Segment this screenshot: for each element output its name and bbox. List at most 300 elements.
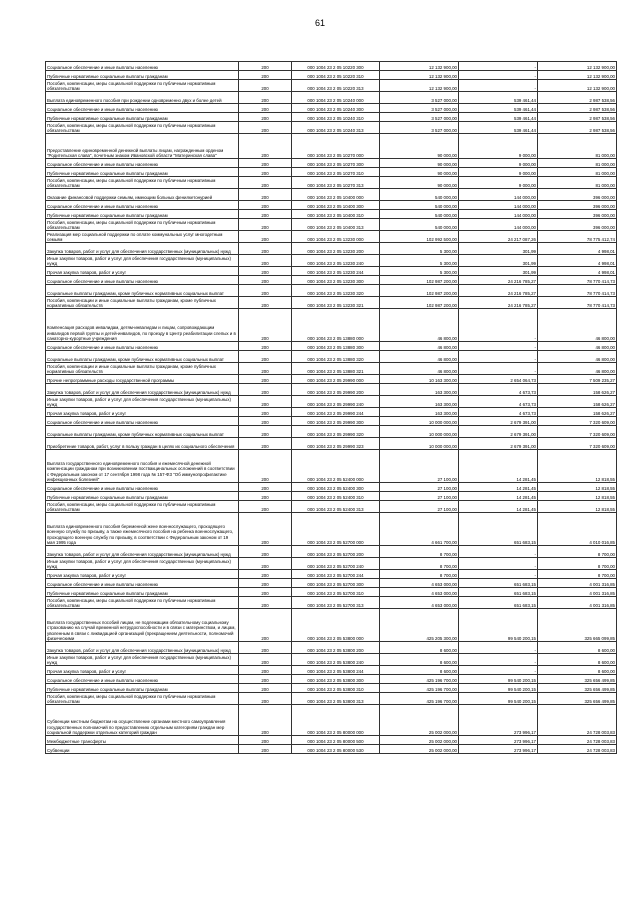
- row-approved-cell: 25 002 000,00: [380, 745, 459, 754]
- row-executed-cell: -: [459, 666, 538, 675]
- row-name-cell: Публичные нормативные социальные выплаты гражданам: [46, 210, 239, 219]
- row-remaining-cell: 2 987 538,56: [538, 122, 617, 134]
- row-approved-cell: 163 300,00: [380, 384, 459, 396]
- row-executed-cell: 539 461,44: [459, 122, 538, 134]
- row-code-cell: 200: [239, 104, 292, 113]
- table-row: [46, 159, 617, 168]
- row-code-cell: 200: [239, 351, 292, 363]
- row-executed-cell: 14 281,45: [459, 450, 538, 483]
- row-code-cell: 200: [239, 189, 292, 201]
- row-approved-cell: 102 987 200,00: [380, 276, 459, 285]
- row-name-cell: Прочая закупка товаров, работ и услуг: [46, 666, 239, 675]
- row-name-cell: Публичные нормативные социальные выплаты гражданам: [46, 113, 239, 122]
- row-classification-cell: 000 1004 23 2 05 10220 310: [292, 71, 380, 80]
- row-classification-cell: 000 1004 23 2 05 13230 321: [292, 297, 380, 309]
- row-name-cell: Социальное обеспечение и иные выплаты населению: [46, 675, 239, 684]
- row-executed-cell: 9 000,00: [459, 168, 538, 177]
- row-remaining-cell: 158 626,27: [538, 384, 617, 396]
- row-name-cell: Пособия, компенсации и иные социальные выплаты гражданам, кроме публичных нормативных обязательств: [46, 297, 239, 309]
- row-classification-cell: 000 1004 23 2 05 13880 320: [292, 351, 380, 363]
- row-code-cell: 200: [239, 342, 292, 351]
- row-classification-cell: 000 1004 23 2 05 53800 313: [292, 693, 380, 705]
- row-name-cell: Закупка товаров, работ и услуг для обеспечения государственных (муниципальных) нужд: [46, 243, 239, 255]
- table-row: [46, 255, 617, 267]
- row-remaining-cell: 12 132 900,00: [538, 62, 617, 71]
- row-approved-cell: 10 000 000,00: [380, 426, 459, 438]
- row-classification-cell: 000 1004 23 2 05 10270 310: [292, 168, 380, 177]
- table-row: [46, 134, 617, 159]
- row-approved-cell: 425 205 300,00: [380, 609, 459, 642]
- row-executed-cell: 99 540 200,15: [459, 675, 538, 684]
- row-code-cell: 200: [239, 113, 292, 122]
- row-classification-cell: 000 1004 23 2 05 52700 300: [292, 579, 380, 588]
- table-row: [46, 285, 617, 297]
- row-approved-cell: 163 300,00: [380, 408, 459, 417]
- row-classification-cell: 000 1004 23 2 05 29990 300: [292, 417, 380, 426]
- table-row: [46, 80, 617, 92]
- row-name-cell: Прочие непрограммные расходы государственной программы: [46, 375, 239, 384]
- row-executed-cell: 99 540 200,15: [459, 693, 538, 705]
- row-name-cell: Закупка товаров, работ и услуг для обеспечения государственных (муниципальных) нужд: [46, 546, 239, 558]
- row-name-cell: Выплата единовременного пособия беременной жене военнослужащего, проходящего военную службу по призыву, а также ежемесячного пособия на ребенка военнослужащего, проходящего военную службу по призыву, в соответствии с Федеральным законом от 19 мая 1995 года: [46, 513, 239, 546]
- row-classification-cell: 000 1004 23 2 05 10400 310: [292, 210, 380, 219]
- row-remaining-cell: 12 818,55: [538, 492, 617, 501]
- row-name-cell: Пособия, компенсации, меры социальной поддержки по публичным нормативным обязательствам: [46, 501, 239, 513]
- row-classification-cell: 000 1004 23 2 05 10240 000: [292, 92, 380, 104]
- row-classification-cell: 000 1004 23 2 05 53800 200: [292, 642, 380, 654]
- row-executed-cell: 9 000,00: [459, 134, 538, 159]
- row-classification-cell: 000 1004 23 2 05 29990 323: [292, 438, 380, 450]
- row-executed-cell: 24 216 785,27: [459, 297, 538, 309]
- row-approved-cell: 25 002 000,00: [380, 705, 459, 736]
- row-name-cell: Публичные нормативные социальные выплаты гражданам: [46, 684, 239, 693]
- row-executed-cell: 9 000,00: [459, 159, 538, 168]
- row-approved-cell: 90 000,00: [380, 159, 459, 168]
- table-row: [46, 243, 617, 255]
- row-code-cell: 200: [239, 570, 292, 579]
- row-code-cell: 200: [239, 501, 292, 513]
- row-executed-cell: 2 654 064,73: [459, 375, 538, 384]
- row-executed-cell: 14 281,45: [459, 501, 538, 513]
- table-row: [46, 693, 617, 705]
- row-remaining-cell: 396 000,00: [538, 201, 617, 210]
- row-approved-cell: 46 800,00: [380, 342, 459, 351]
- row-executed-cell: 651 683,15: [459, 513, 538, 546]
- table-row: [46, 104, 617, 113]
- row-remaining-cell: 24 728 003,83: [538, 705, 617, 736]
- row-classification-cell: 000 1004 23 2 05 53800 240: [292, 654, 380, 666]
- table-row: [46, 579, 617, 588]
- table-row: [46, 309, 617, 342]
- table-row: [46, 558, 617, 570]
- row-remaining-cell: 8 600,00: [538, 642, 617, 654]
- row-name-cell: Выплата государственного единовременного пособия и ежемесячной денежной компенсации гражданам при возникновении поствакцинальных осложнений в соответствии с Федеральным законом от 17 сентября 1998 года № 157-ФЗ "Об иммунопрофилактике инфекционных болезней": [46, 450, 239, 483]
- row-approved-cell: 12 132 900,00: [380, 71, 459, 80]
- row-name-cell: Социальные выплаты гражданам, кроме публичных нормативных социальных выплат: [46, 351, 239, 363]
- page-number: 61: [314, 18, 325, 28]
- row-executed-cell: 301,99: [459, 267, 538, 276]
- row-remaining-cell: 12 132 900,00: [538, 80, 617, 92]
- row-code-cell: 200: [239, 438, 292, 450]
- row-remaining-cell: 24 728 003,83: [538, 745, 617, 754]
- row-approved-cell: 10 000 000,00: [380, 438, 459, 450]
- row-executed-cell: 9 000,00: [459, 177, 538, 189]
- row-code-cell: 200: [239, 375, 292, 384]
- row-name-cell: Закупка товаров, работ и услуг для обеспечения государственных (муниципальных) нужд: [46, 384, 239, 396]
- row-remaining-cell: 2 987 538,56: [538, 104, 617, 113]
- row-executed-cell: 539 461,44: [459, 104, 538, 113]
- row-code-cell: 200: [239, 92, 292, 104]
- row-remaining-cell: 81 000,00: [538, 177, 617, 189]
- table-row: [46, 654, 617, 666]
- row-approved-cell: 425 196 700,00: [380, 675, 459, 684]
- row-executed-cell: -: [459, 80, 538, 92]
- table-row: [46, 675, 617, 684]
- table-row: [46, 417, 617, 426]
- row-approved-cell: 4 653 000,00: [380, 597, 459, 609]
- row-approved-cell: 3 527 000,00: [380, 92, 459, 104]
- table-row: [46, 92, 617, 104]
- row-approved-cell: 102 987 200,00: [380, 285, 459, 297]
- table-body: [46, 62, 617, 754]
- table-row: [46, 513, 617, 546]
- row-classification-cell: 000 1004 23 2 05 10270 313: [292, 177, 380, 189]
- row-name-cell: Закупка товаров, работ и услуг для обеспечения государственных (муниципальных) нужд: [46, 642, 239, 654]
- row-code-cell: 200: [239, 309, 292, 342]
- table-row: [46, 219, 617, 231]
- row-remaining-cell: 7 320 609,00: [538, 438, 617, 450]
- row-remaining-cell: 81 000,00: [538, 168, 617, 177]
- table-row: [46, 492, 617, 501]
- row-executed-cell: 24 216 785,27: [459, 285, 538, 297]
- row-code-cell: 200: [239, 231, 292, 243]
- row-executed-cell: 539 461,44: [459, 113, 538, 122]
- row-approved-cell: 12 132 900,00: [380, 62, 459, 71]
- row-remaining-cell: 396 000,00: [538, 210, 617, 219]
- row-approved-cell: 425 196 700,00: [380, 693, 459, 705]
- row-executed-cell: 24 217 087,26: [459, 231, 538, 243]
- row-remaining-cell: 4 001 316,85: [538, 588, 617, 597]
- row-remaining-cell: 2 987 538,56: [538, 113, 617, 122]
- row-approved-cell: 90 000,00: [380, 177, 459, 189]
- row-classification-cell: 000 1004 23 2 05 13230 320: [292, 285, 380, 297]
- table-row: [46, 231, 617, 243]
- row-classification-cell: 000 1004 23 2 05 52400 300: [292, 483, 380, 492]
- table-row: [46, 384, 617, 396]
- row-approved-cell: 8 700,00: [380, 546, 459, 558]
- row-approved-cell: 27 100,00: [380, 450, 459, 483]
- row-classification-cell: 000 1004 23 2 05 80000 500: [292, 736, 380, 745]
- row-code-cell: 200: [239, 243, 292, 255]
- row-name-cell: Социальное обеспечение и иные выплаты населению: [46, 579, 239, 588]
- row-classification-cell: 000 1004 23 2 05 80000 000: [292, 705, 380, 736]
- row-executed-cell: 651 683,15: [459, 597, 538, 609]
- row-name-cell: Социальное обеспечение и иные выплаты населению: [46, 342, 239, 351]
- row-remaining-cell: 81 000,00: [538, 159, 617, 168]
- row-name-cell: Межбюджетные трансферты: [46, 736, 239, 745]
- row-remaining-cell: 12 818,55: [538, 483, 617, 492]
- row-name-cell: Компенсация расходов инвалидам, детям-инвалидам и лицам, сопровождающим инвалидов первой группы и детей-инвалидов, по проезду в Центр реабилитации слепых и в санаторно-курортные учреждения: [46, 309, 239, 342]
- row-name-cell: Субвенции местным бюджетам на осуществление органами местного самоуправления государственных полномочий по предоставлению отдельным категориям граждан мер социальной поддержки отдельных категорий граждан: [46, 705, 239, 736]
- row-executed-cell: 2 679 391,00: [459, 426, 538, 438]
- row-executed-cell: 539 461,44: [459, 92, 538, 104]
- row-name-cell: Иные закупки товаров, работ и услуг для обеспечения государственных (муниципальных) нужд: [46, 255, 239, 267]
- row-executed-cell: 14 281,45: [459, 483, 538, 492]
- row-remaining-cell: 158 626,27: [538, 396, 617, 408]
- row-code-cell: 200: [239, 684, 292, 693]
- row-executed-cell: 2 679 391,00: [459, 438, 538, 450]
- row-code-cell: 200: [239, 513, 292, 546]
- row-approved-cell: 46 800,00: [380, 363, 459, 375]
- row-executed-cell: 144 000,00: [459, 210, 538, 219]
- row-classification-cell: 000 1004 23 2 05 52400 310: [292, 492, 380, 501]
- row-remaining-cell: 12 818,55: [538, 501, 617, 513]
- row-code-cell: 200: [239, 276, 292, 285]
- row-remaining-cell: 46 800,00: [538, 342, 617, 351]
- row-executed-cell: -: [459, 642, 538, 654]
- table-row: [46, 408, 617, 417]
- row-name-cell: Выплата единовременного пособия при рождении одновременно двух и более детей: [46, 92, 239, 104]
- table-row: [46, 342, 617, 351]
- row-classification-cell: 000 1004 23 2 05 53800 310: [292, 684, 380, 693]
- row-remaining-cell: 325 656 499,85: [538, 693, 617, 705]
- row-executed-cell: 273 996,17: [459, 705, 538, 736]
- row-remaining-cell: 4 998,01: [538, 255, 617, 267]
- row-name-cell: Публичные нормативные социальные выплаты гражданам: [46, 168, 239, 177]
- row-code-cell: 200: [239, 384, 292, 396]
- row-classification-cell: 000 1004 23 2 05 10240 313: [292, 122, 380, 134]
- row-code-cell: 200: [239, 546, 292, 558]
- row-remaining-cell: 78 770 414,73: [538, 297, 617, 309]
- row-executed-cell: 651 683,15: [459, 588, 538, 597]
- row-classification-cell: 000 1004 23 2 05 29990 200: [292, 384, 380, 396]
- row-name-cell: Иные закупки товаров, работ и услуг для обеспечения государственных (муниципальных) нужд: [46, 654, 239, 666]
- row-name-cell: Прочая закупка товаров, работ и услуг: [46, 570, 239, 579]
- row-code-cell: 200: [239, 450, 292, 483]
- table-row: [46, 736, 617, 745]
- row-remaining-cell: 2 987 538,56: [538, 92, 617, 104]
- row-remaining-cell: 4 001 316,85: [538, 597, 617, 609]
- row-name-cell: Пособия, компенсации, меры социальной поддержки по публичным нормативным обязательствам: [46, 597, 239, 609]
- row-classification-cell: 000 1004 23 2 05 52700 200: [292, 546, 380, 558]
- row-code-cell: 200: [239, 255, 292, 267]
- row-executed-cell: -: [459, 558, 538, 570]
- row-code-cell: 200: [239, 417, 292, 426]
- row-remaining-cell: 4 010 016,85: [538, 513, 617, 546]
- row-name-cell: Пособия, компенсации, меры социальной поддержки по публичным нормативным обязательствам: [46, 693, 239, 705]
- row-classification-cell: 000 1004 23 2 05 13880 300: [292, 342, 380, 351]
- row-remaining-cell: 8 600,00: [538, 666, 617, 675]
- row-classification-cell: 000 1004 23 2 05 53800 000: [292, 609, 380, 642]
- row-name-cell: Предоставление единовременной денежной выплаты лицам, награжденным орденом "Родительская слава", почетным знаком Ивановской области "Материнская слава": [46, 134, 239, 159]
- row-name-cell: Реализация мер социальной поддержки по оплате коммунальных услуг многодетным семьям: [46, 231, 239, 243]
- row-executed-cell: 144 000,00: [459, 189, 538, 201]
- row-executed-cell: 99 540 200,15: [459, 684, 538, 693]
- row-executed-cell: 24 216 785,27: [459, 276, 538, 285]
- row-remaining-cell: 4 001 316,85: [538, 579, 617, 588]
- row-classification-cell: 000 1004 23 2 05 80000 530: [292, 745, 380, 754]
- row-approved-cell: 5 300,00: [380, 255, 459, 267]
- table-row: [46, 642, 617, 654]
- row-approved-cell: 163 300,00: [380, 396, 459, 408]
- row-classification-cell: 000 1004 23 2 05 10400 300: [292, 201, 380, 210]
- table-row: [46, 122, 617, 134]
- row-approved-cell: 3 527 000,00: [380, 122, 459, 134]
- row-classification-cell: 000 1004 23 2 05 10400 000: [292, 189, 380, 201]
- row-name-cell: Иные закупки товаров, работ и услуг для обеспечения государственных (муниципальных) нужд: [46, 558, 239, 570]
- row-classification-cell: 000 1004 23 2 05 10240 310: [292, 113, 380, 122]
- row-code-cell: 200: [239, 363, 292, 375]
- row-remaining-cell: 78 775 412,74: [538, 231, 617, 243]
- row-executed-cell: 14 281,45: [459, 492, 538, 501]
- row-remaining-cell: 325 665 099,85: [538, 609, 617, 642]
- row-classification-cell: 000 1004 23 2 05 29990 320: [292, 426, 380, 438]
- row-classification-cell: 000 1004 23 2 05 52700 000: [292, 513, 380, 546]
- row-executed-cell: 273 996,17: [459, 736, 538, 745]
- row-remaining-cell: 78 770 414,73: [538, 276, 617, 285]
- row-classification-cell: 000 1004 23 2 05 13230 200: [292, 243, 380, 255]
- table-row: [46, 396, 617, 408]
- row-name-cell: Публичные нормативные социальные выплаты гражданам: [46, 492, 239, 501]
- table-row: [46, 297, 617, 309]
- row-remaining-cell: 325 656 499,85: [538, 684, 617, 693]
- row-code-cell: 200: [239, 609, 292, 642]
- row-name-cell: Выплата государственных пособий лицам, не подлежащим обязательному социальному страхованию на случай временной нетрудоспособности и в связи с материнством, и лицам, уволенным в связи с ликвидацией организаций (прекращением деятельности, полномочий физическими: [46, 609, 239, 642]
- row-code-cell: 200: [239, 396, 292, 408]
- row-classification-cell: 000 1004 23 2 05 13230 244: [292, 267, 380, 276]
- row-executed-cell: -: [459, 654, 538, 666]
- row-approved-cell: 4 653 000,00: [380, 579, 459, 588]
- row-approved-cell: 46 800,00: [380, 309, 459, 342]
- table-row: [46, 177, 617, 189]
- row-approved-cell: 10 000 000,00: [380, 417, 459, 426]
- row-executed-cell: -: [459, 546, 538, 558]
- table-row: [46, 267, 617, 276]
- row-remaining-cell: 396 000,00: [538, 219, 617, 231]
- row-remaining-cell: 7 320 609,00: [538, 426, 617, 438]
- row-code-cell: 200: [239, 483, 292, 492]
- row-code-cell: 200: [239, 177, 292, 189]
- row-name-cell: Пособия, компенсации, меры социальной поддержки по публичным нормативным обязательствам: [46, 219, 239, 231]
- row-approved-cell: 8 700,00: [380, 570, 459, 579]
- row-classification-cell: 000 1004 23 2 05 10220 300: [292, 62, 380, 71]
- row-approved-cell: 12 132 900,00: [380, 80, 459, 92]
- row-name-cell: Социальное обеспечение и иные выплаты населению: [46, 159, 239, 168]
- row-code-cell: 200: [239, 597, 292, 609]
- row-remaining-cell: 7 509 235,27: [538, 375, 617, 384]
- row-classification-cell: 000 1004 23 2 05 52400 000: [292, 450, 380, 483]
- row-classification-cell: 000 1004 23 2 05 29990 000: [292, 375, 380, 384]
- row-executed-cell: 651 683,15: [459, 579, 538, 588]
- row-executed-cell: 4 673,73: [459, 384, 538, 396]
- table-row: [46, 351, 617, 363]
- row-classification-cell: 000 1004 23 2 05 29990 244: [292, 408, 380, 417]
- row-classification-cell: 000 1004 23 2 05 10240 300: [292, 104, 380, 113]
- row-name-cell: Публичные нормативные социальные выплаты гражданам: [46, 588, 239, 597]
- row-code-cell: 200: [239, 642, 292, 654]
- row-executed-cell: 4 673,73: [459, 396, 538, 408]
- row-approved-cell: 8 600,00: [380, 642, 459, 654]
- row-executed-cell: -: [459, 71, 538, 80]
- row-remaining-cell: 4 998,01: [538, 243, 617, 255]
- row-code-cell: 200: [239, 745, 292, 754]
- row-approved-cell: 27 100,00: [380, 492, 459, 501]
- row-code-cell: 200: [239, 122, 292, 134]
- row-approved-cell: 4 661 700,00: [380, 513, 459, 546]
- row-code-cell: 200: [239, 558, 292, 570]
- row-name-cell: Приобретение товаров, работ, услуг в пользу граждан в целях их социального обеспечения: [46, 438, 239, 450]
- row-remaining-cell: 8 600,00: [538, 654, 617, 666]
- row-remaining-cell: 46 800,00: [538, 351, 617, 363]
- row-remaining-cell: 46 800,00: [538, 309, 617, 342]
- row-code-cell: 200: [239, 408, 292, 417]
- row-executed-cell: -: [459, 570, 538, 579]
- row-classification-cell: 000 1004 23 2 05 52700 310: [292, 588, 380, 597]
- row-code-cell: 200: [239, 654, 292, 666]
- table-row: [46, 189, 617, 201]
- row-approved-cell: 3 527 000,00: [380, 104, 459, 113]
- row-executed-cell: 301,99: [459, 243, 538, 255]
- row-name-cell: Прочая закупка товаров, работ и услуг: [46, 267, 239, 276]
- row-executed-cell: -: [459, 309, 538, 342]
- row-approved-cell: 8 600,00: [380, 666, 459, 675]
- row-executed-cell: -: [459, 342, 538, 351]
- row-approved-cell: 425 196 700,00: [380, 684, 459, 693]
- row-name-cell: Иные закупки товаров, работ и услуг для обеспечения государственных (муниципальных) нужд: [46, 396, 239, 408]
- table-row: [46, 570, 617, 579]
- row-name-cell: Пособия, компенсации, меры социальной поддержки по публичным нормативным обязательствам: [46, 122, 239, 134]
- row-code-cell: 200: [239, 71, 292, 80]
- row-classification-cell: 000 1004 23 2 05 13230 000: [292, 231, 380, 243]
- table-row: [46, 609, 617, 642]
- row-code-cell: 200: [239, 736, 292, 745]
- row-classification-cell: 000 1004 23 2 05 10220 313: [292, 80, 380, 92]
- table-row: [46, 450, 617, 483]
- row-approved-cell: 27 100,00: [380, 501, 459, 513]
- row-code-cell: 200: [239, 492, 292, 501]
- row-code-cell: 200: [239, 705, 292, 736]
- row-classification-cell: 000 1004 23 2 05 52400 313: [292, 501, 380, 513]
- row-remaining-cell: 78 770 414,73: [538, 285, 617, 297]
- row-code-cell: 200: [239, 210, 292, 219]
- row-classification-cell: 000 1004 23 2 05 52700 240: [292, 558, 380, 570]
- row-remaining-cell: 158 626,27: [538, 408, 617, 417]
- row-remaining-cell: 12 818,55: [538, 450, 617, 483]
- table-row: [46, 426, 617, 438]
- row-approved-cell: 90 000,00: [380, 168, 459, 177]
- row-classification-cell: 000 1004 23 2 05 52700 313: [292, 597, 380, 609]
- table-row: [46, 71, 617, 80]
- row-approved-cell: 46 800,00: [380, 351, 459, 363]
- table-row: [46, 588, 617, 597]
- row-name-cell: Социальное обеспечение и иные выплаты населению: [46, 201, 239, 210]
- row-code-cell: 200: [239, 159, 292, 168]
- table-row: [46, 745, 617, 754]
- row-name-cell: Социальное обеспечение и иные выплаты населению: [46, 104, 239, 113]
- row-remaining-cell: 8 700,00: [538, 546, 617, 558]
- table-row: [46, 113, 617, 122]
- row-code-cell: 200: [239, 693, 292, 705]
- row-executed-cell: 2 679 391,00: [459, 417, 538, 426]
- row-approved-cell: 540 000,00: [380, 189, 459, 201]
- row-name-cell: Социальные выплаты гражданам, кроме публичных нормативных социальных выплат: [46, 285, 239, 297]
- row-executed-cell: 4 673,73: [459, 408, 538, 417]
- row-code-cell: 200: [239, 588, 292, 597]
- row-code-cell: 200: [239, 219, 292, 231]
- table-row: [46, 62, 617, 71]
- row-name-cell: Прочая закупка товаров, работ и услуг: [46, 408, 239, 417]
- row-name-cell: Социальное обеспечение и иные выплаты населению: [46, 483, 239, 492]
